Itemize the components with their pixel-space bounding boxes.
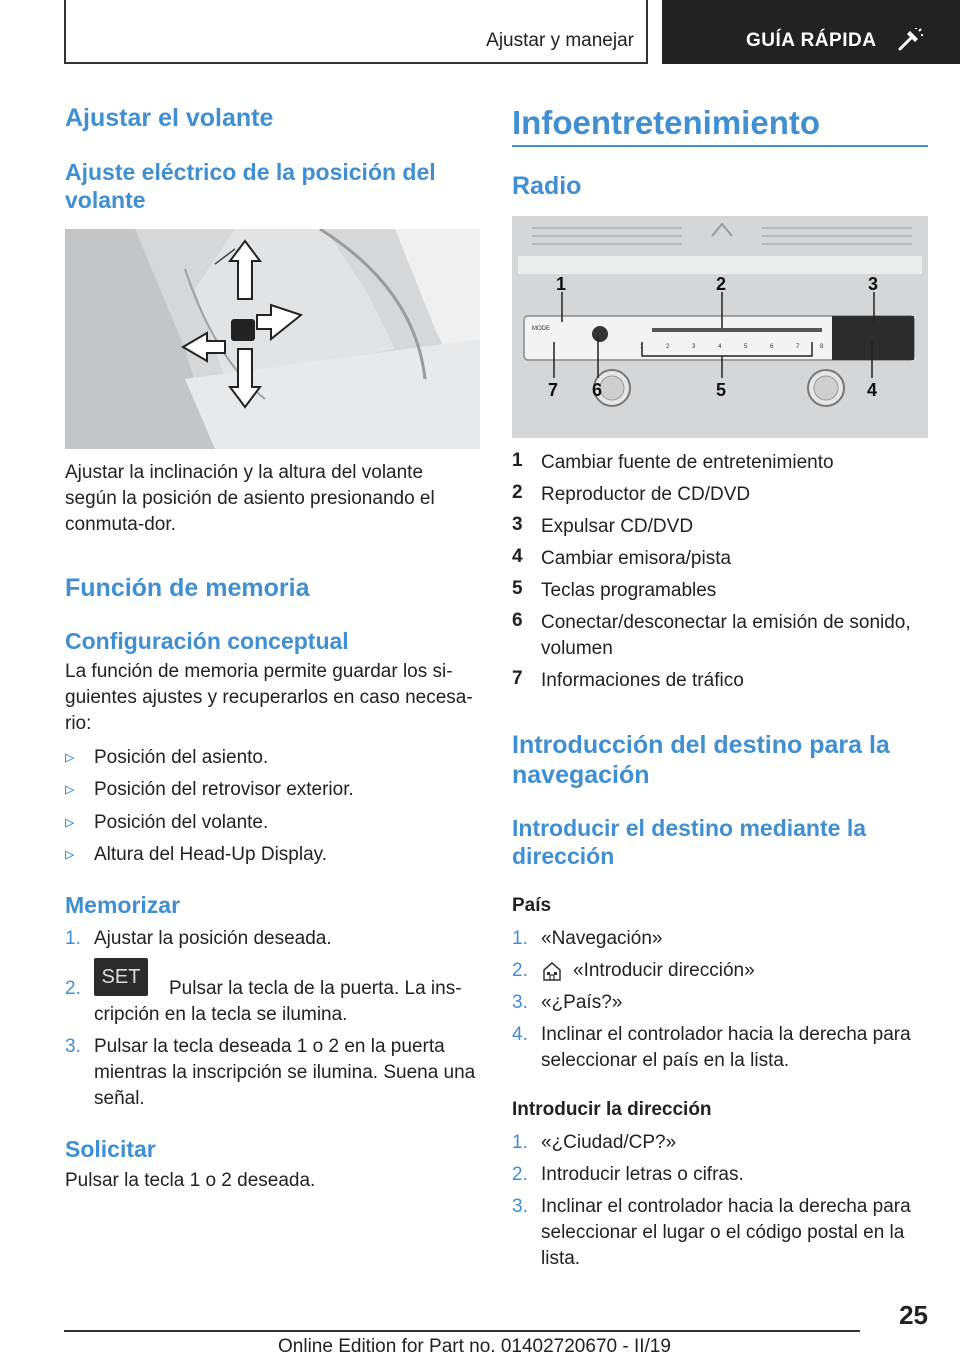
radio-label: MODE xyxy=(532,326,550,332)
radio-illustration xyxy=(512,216,928,438)
step-text: «Introducir dirección» xyxy=(573,960,755,981)
heading-concept: Configuración conceptual xyxy=(65,628,349,654)
step-number: 2. xyxy=(512,1164,528,1185)
step-number: 3. xyxy=(512,992,528,1013)
legend-number: 4 xyxy=(512,546,523,567)
step-number: 1. xyxy=(65,928,81,949)
step-text: lista. xyxy=(541,1248,581,1269)
step-text: mientras la inscripción se ilumina. Suena una xyxy=(94,1062,476,1083)
legend-text: Teclas programables xyxy=(541,580,717,601)
step-number: 2. xyxy=(65,978,81,999)
step-text: cripción en la tecla se ilumina. xyxy=(94,1004,348,1025)
step-text: «Navegación» xyxy=(541,928,663,949)
list-item-text: Posición del asiento. xyxy=(94,747,269,768)
list-item-text: Altura del Head-Up Display. xyxy=(94,844,328,865)
legend-text: volumen xyxy=(541,638,613,659)
step-number: 2. xyxy=(512,960,528,981)
step-text: Inclinar el controlador hacia la derecha para xyxy=(541,1024,911,1045)
heading-recall: Solicitar xyxy=(65,1136,156,1162)
header-guide-label: GUÍA RÁPIDA xyxy=(746,30,877,51)
heading-address: Introducir el destino mediante la dirección xyxy=(512,815,867,869)
set-button xyxy=(94,958,148,996)
legend-number: 1 xyxy=(512,450,523,471)
address-icon xyxy=(541,960,563,982)
recall-text: Pulsar la tecla 1 o 2 deseada. xyxy=(65,1170,316,1191)
radio-callout: 2 xyxy=(716,274,727,294)
step-text: Pulsar la tecla deseada 1 o 2 en la puerta xyxy=(94,1036,445,1057)
radio-label: 7 xyxy=(796,344,800,350)
list-item-text: Posición del volante. xyxy=(94,812,269,833)
radio-callout: 5 xyxy=(716,380,727,400)
steering-text: Ajustar la inclinación y la altura del volante según la posición de asiento presionando el conmuta-dor. xyxy=(65,462,435,535)
heading-rule xyxy=(512,145,928,147)
radio-callout: 6 xyxy=(592,380,603,400)
heading-country: País xyxy=(512,895,552,916)
radio-label: 2 xyxy=(666,344,670,350)
radio-callout: 3 xyxy=(868,274,879,294)
legend-number: 7 xyxy=(512,668,523,689)
legend-text: Cambiar fuente de entretenimiento xyxy=(541,452,834,473)
page-number: 25 xyxy=(899,1300,928,1330)
triangle-bullet-icon: ▹ xyxy=(65,844,75,865)
legend-text: Conectar/desconectar la emisión de sonido, xyxy=(541,612,911,633)
heading-electric-adjust: Ajuste eléctrico de la posición del volante xyxy=(65,159,436,213)
legend-text: Informaciones de tráfico xyxy=(541,670,744,691)
legend-number: 6 xyxy=(512,610,523,631)
triangle-bullet-icon: ▹ xyxy=(65,779,75,800)
header-section-box xyxy=(64,0,648,64)
heading-infotainment: Infoentretenimiento xyxy=(512,104,821,141)
heading-store: Memorizar xyxy=(65,892,181,918)
legend-number: 3 xyxy=(512,514,523,535)
header-guide-box xyxy=(662,0,960,64)
footer-rule xyxy=(64,1330,860,1332)
wand-icon xyxy=(896,28,924,52)
legend-number: 2 xyxy=(512,482,523,503)
step-text: seleccionar el país en la lista. xyxy=(541,1050,790,1071)
radio-callout: 1 xyxy=(556,274,567,294)
radio-callout: 4 xyxy=(867,380,878,400)
header-section-title: Ajustar y manejar xyxy=(486,30,634,51)
step-text: «¿Ciudad/CP?» xyxy=(541,1132,677,1153)
step-text: Ajustar la posición deseada. xyxy=(94,928,332,949)
footer-edition: Online Edition for Part no. 01402720670 - II/19 xyxy=(278,1336,671,1357)
set-button-label: SET xyxy=(94,958,148,996)
triangle-bullet-icon: ▹ xyxy=(65,812,75,833)
legend-number: 5 xyxy=(512,578,523,599)
radio-callout: 7 xyxy=(548,380,559,400)
step-text: «¿País?» xyxy=(541,992,623,1013)
step-number: 3. xyxy=(65,1036,81,1057)
step-text: Pulsar la tecla de la puerta. La ins- xyxy=(169,978,462,999)
list-item-text: Posición del retrovisor exterior. xyxy=(94,779,354,800)
steering-figure xyxy=(65,229,480,449)
legend-text: Cambiar emisora/pista xyxy=(541,548,732,569)
radio-label: 6 xyxy=(770,344,774,350)
step-text: señal. xyxy=(94,1088,145,1109)
step-text: Inclinar el controlador hacia la derecha para xyxy=(541,1196,911,1217)
step-number: 1. xyxy=(512,1132,528,1153)
step-item xyxy=(65,958,480,1032)
heading-memory: Función de memoria xyxy=(65,574,310,602)
step-text: Introducir letras o cifras. xyxy=(541,1164,744,1185)
radio-label: 8 xyxy=(820,344,824,350)
steering-illustration xyxy=(65,229,480,449)
radio-label: 3 xyxy=(692,344,696,350)
step-number: 1. xyxy=(512,928,528,949)
radio-label: 5 xyxy=(744,344,748,350)
heading-enter-address: Introducir la dirección xyxy=(512,1099,712,1120)
legend-text: Expulsar CD/DVD xyxy=(541,516,694,537)
heading-navigation: Introducción del destino para la navegación xyxy=(512,731,890,789)
step-number: 3. xyxy=(512,1196,528,1217)
step-text: seleccionar el lugar o el código postal en la xyxy=(541,1222,905,1243)
radio-label: 1 xyxy=(640,344,644,350)
radio-label: 4 xyxy=(718,344,722,350)
triangle-bullet-icon: ▹ xyxy=(65,747,75,768)
radio-figure xyxy=(512,216,928,438)
step-number: 4. xyxy=(512,1024,528,1045)
heading-radio: Radio xyxy=(512,172,582,200)
heading-adjust-steering: Ajustar el volante xyxy=(65,104,274,132)
legend-text: Reproductor de CD/DVD xyxy=(541,484,751,505)
concept-text: La función de memoria permite guardar los si-guientes ajustes y recuperarlos en caso necesa-rio: xyxy=(65,661,473,734)
